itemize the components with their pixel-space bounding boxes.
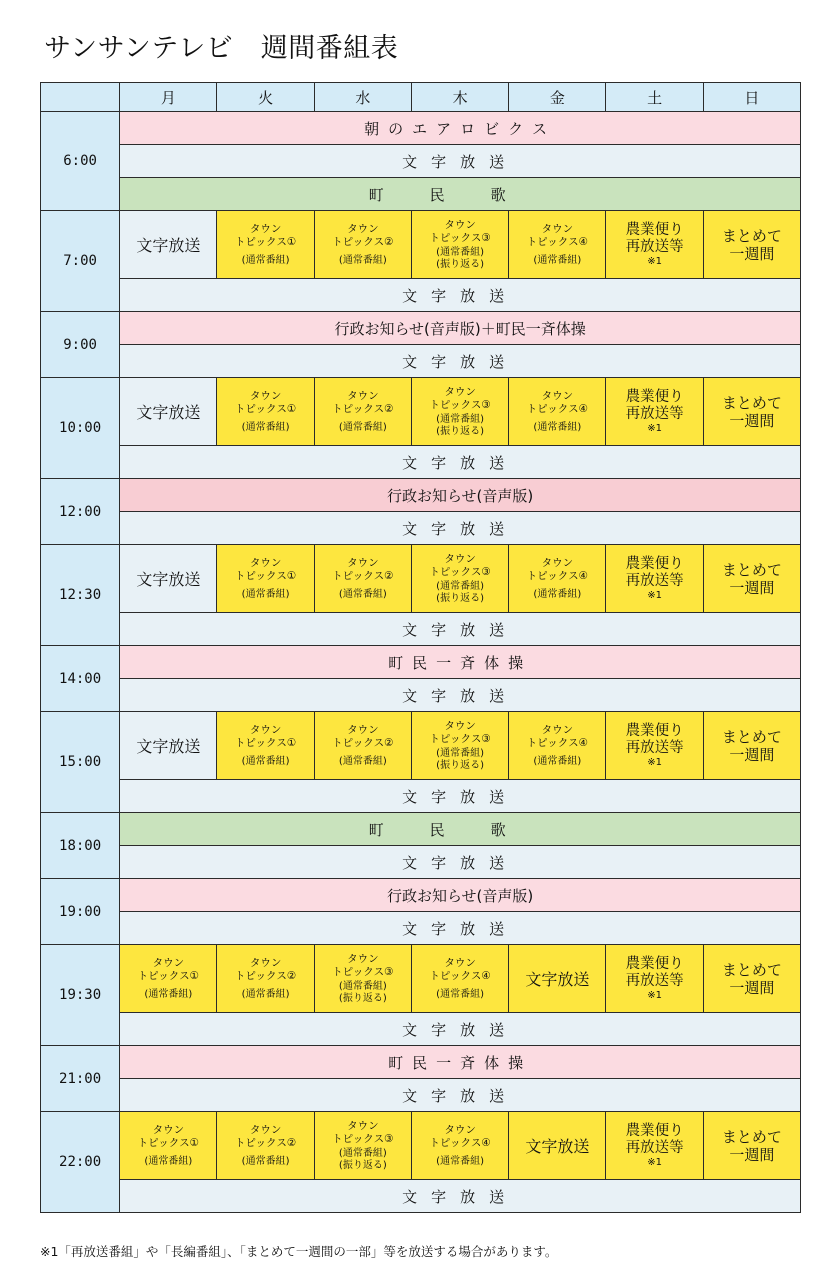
program-town-topics-2: タウン トピックス② (通常番組) bbox=[314, 712, 411, 780]
program-town-topics-4: タウン トピックス④ (通常番組) bbox=[509, 378, 606, 446]
time-label-1900: 19:00 bbox=[41, 879, 120, 945]
day-header-sat: 土 bbox=[606, 83, 703, 112]
time-label-1930: 19:30 bbox=[41, 945, 120, 1046]
program-town-topics-3: タウン トピックス③ (通常番組) (振り返る) bbox=[314, 945, 411, 1013]
day-header-fri: 金 bbox=[509, 83, 606, 112]
program-moji-housou: 文字放送 bbox=[120, 846, 801, 879]
day-header-mon: 月 bbox=[120, 83, 217, 112]
time-label-1800: 18:00 bbox=[41, 813, 120, 879]
time-label-0700: 7:00 bbox=[41, 211, 120, 312]
program-choumin-taiso: 町民一斉体操 bbox=[120, 1046, 801, 1079]
program-moji-housou: 文字放送 bbox=[120, 279, 801, 312]
time-label-2100: 21:00 bbox=[41, 1046, 120, 1112]
program-town-topics-2: タウン トピックス② (通常番組) bbox=[314, 545, 411, 613]
program-moji-cell: 文字放送 bbox=[120, 211, 217, 279]
day-header-row bbox=[41, 83, 801, 112]
program-town-topics-1: タウン トピックス① (通常番組) bbox=[217, 712, 314, 780]
program-town-topics-4: タウン トピックス④ (通常番組) bbox=[411, 1112, 508, 1180]
day-header-sun: 日 bbox=[703, 83, 800, 112]
program-moji-cell: 文字放送 bbox=[509, 1112, 606, 1180]
program-choumin-uta: 町民歌 bbox=[120, 178, 801, 211]
page-title: サンサンテレビ 週間番組表 bbox=[44, 33, 399, 64]
program-gyosei-oshirase: 行政お知らせ(音声版) bbox=[120, 479, 801, 512]
program-matomete-isshukan: まとめて 一週間 bbox=[703, 545, 800, 613]
program-town-topics-3: タウン トピックス③ (通常番組) (振り返る) bbox=[314, 1112, 411, 1180]
program-moji-housou: 文字放送 bbox=[120, 780, 801, 813]
program-moji-housou: 文字放送 bbox=[120, 613, 801, 646]
program-matomete-isshukan: まとめて 一週間 bbox=[703, 378, 800, 446]
program-nogyo-dayori: 農業便り 再放送等 ※1 bbox=[606, 1112, 703, 1180]
program-moji-cell: 文字放送 bbox=[120, 378, 217, 446]
program-moji-housou: 文字放送 bbox=[120, 912, 801, 945]
program-moji-housou: 文字放送 bbox=[120, 1180, 801, 1213]
program-town-topics-1: タウン トピックス① (通常番組) bbox=[120, 945, 217, 1013]
program-gyosei-oshirase: 行政お知らせ(音声版) bbox=[120, 879, 801, 912]
header-corner bbox=[41, 83, 120, 112]
time-label-2200: 22:00 bbox=[41, 1112, 120, 1213]
program-moji-cell: 文字放送 bbox=[509, 945, 606, 1013]
program-town-topics-1: タウン トピックス① (通常番組) bbox=[217, 545, 314, 613]
footnote: ※1「再放送番組」や「長編番組」、「まとめて一週間の一部」等を放送する場合があります。 bbox=[40, 1244, 558, 1259]
program-town-topics-3: タウン トピックス③ (通常番組) (振り返る) bbox=[411, 545, 508, 613]
program-matomete-isshukan: まとめて 一週間 bbox=[703, 1112, 800, 1180]
program-gyosei-taiso: 行政お知らせ(音声版)＋町民一斉体操 bbox=[120, 312, 801, 345]
program-town-topics-4: タウン トピックス④ (通常番組) bbox=[509, 545, 606, 613]
time-label-0900: 9:00 bbox=[41, 312, 120, 378]
day-header-tue: 火 bbox=[217, 83, 314, 112]
program-nogyo-dayori: 農業便り 再放送等 ※1 bbox=[606, 545, 703, 613]
program-moji-housou: 文字放送 bbox=[120, 446, 801, 479]
program-town-topics-4: タウン トピックス④ (通常番組) bbox=[509, 712, 606, 780]
program-town-topics-3: タウン トピックス③ (通常番組) (振り返る) bbox=[411, 378, 508, 446]
program-town-topics-1: タウン トピックス① (通常番組) bbox=[120, 1112, 217, 1180]
program-moji-housou: 文字放送 bbox=[120, 345, 801, 378]
program-town-topics-2: タウン トピックス② (通常番組) bbox=[217, 945, 314, 1013]
program-town-topics-2: タウン トピックス② (通常番組) bbox=[314, 378, 411, 446]
program-moji-housou: 文字放送 bbox=[120, 1013, 801, 1046]
program-nogyo-dayori: 農業便り 再放送等 ※1 bbox=[606, 945, 703, 1013]
program-morning-aerobics: 朝のエアロビクス bbox=[120, 112, 801, 145]
program-nogyo-dayori: 農業便り 再放送等 ※1 bbox=[606, 712, 703, 780]
program-moji-cell: 文字放送 bbox=[120, 545, 217, 613]
program-town-topics-2: タウン トピックス② (通常番組) bbox=[314, 211, 411, 279]
program-matomete-isshukan: まとめて 一週間 bbox=[703, 945, 800, 1013]
time-label-1400: 14:00 bbox=[41, 646, 120, 712]
program-moji-housou: 文字放送 bbox=[120, 145, 801, 178]
program-moji-cell: 文字放送 bbox=[120, 712, 217, 780]
program-matomete-isshukan: まとめて 一週間 bbox=[703, 211, 800, 279]
program-choumin-taiso: 町民一斉体操 bbox=[120, 646, 801, 679]
program-town-topics-3: タウン トピックス③ (通常番組) (振り返る) bbox=[411, 211, 508, 279]
time-label-1000: 10:00 bbox=[41, 378, 120, 479]
program-choumin-uta: 町民歌 bbox=[120, 813, 801, 846]
time-label-1200: 12:00 bbox=[41, 479, 120, 545]
program-moji-housou: 文字放送 bbox=[120, 512, 801, 545]
time-label-1500: 15:00 bbox=[41, 712, 120, 813]
time-label-0600: 6:00 bbox=[41, 112, 120, 211]
program-nogyo-dayori: 農業便り 再放送等 ※1 bbox=[606, 211, 703, 279]
program-town-topics-3: タウン トピックス③ (通常番組) (振り返る) bbox=[411, 712, 508, 780]
program-town-topics-4: タウン トピックス④ (通常番組) bbox=[411, 945, 508, 1013]
program-town-topics-1: タウン トピックス① (通常番組) bbox=[217, 378, 314, 446]
program-matomete-isshukan: まとめて 一週間 bbox=[703, 712, 800, 780]
program-town-topics-2: タウン トピックス② (通常番組) bbox=[217, 1112, 314, 1180]
program-nogyo-dayori: 農業便り 再放送等 ※1 bbox=[606, 378, 703, 446]
program-moji-housou: 文字放送 bbox=[120, 1079, 801, 1112]
program-town-topics-4: タウン トピックス④ (通常番組) bbox=[509, 211, 606, 279]
time-label-1230: 12:30 bbox=[41, 545, 120, 646]
program-moji-housou: 文字放送 bbox=[120, 679, 801, 712]
day-header-thu: 木 bbox=[411, 83, 508, 112]
day-header-wed: 水 bbox=[314, 83, 411, 112]
schedule-table bbox=[40, 82, 801, 1213]
program-town-topics-1: タウン トピックス① (通常番組) bbox=[217, 211, 314, 279]
